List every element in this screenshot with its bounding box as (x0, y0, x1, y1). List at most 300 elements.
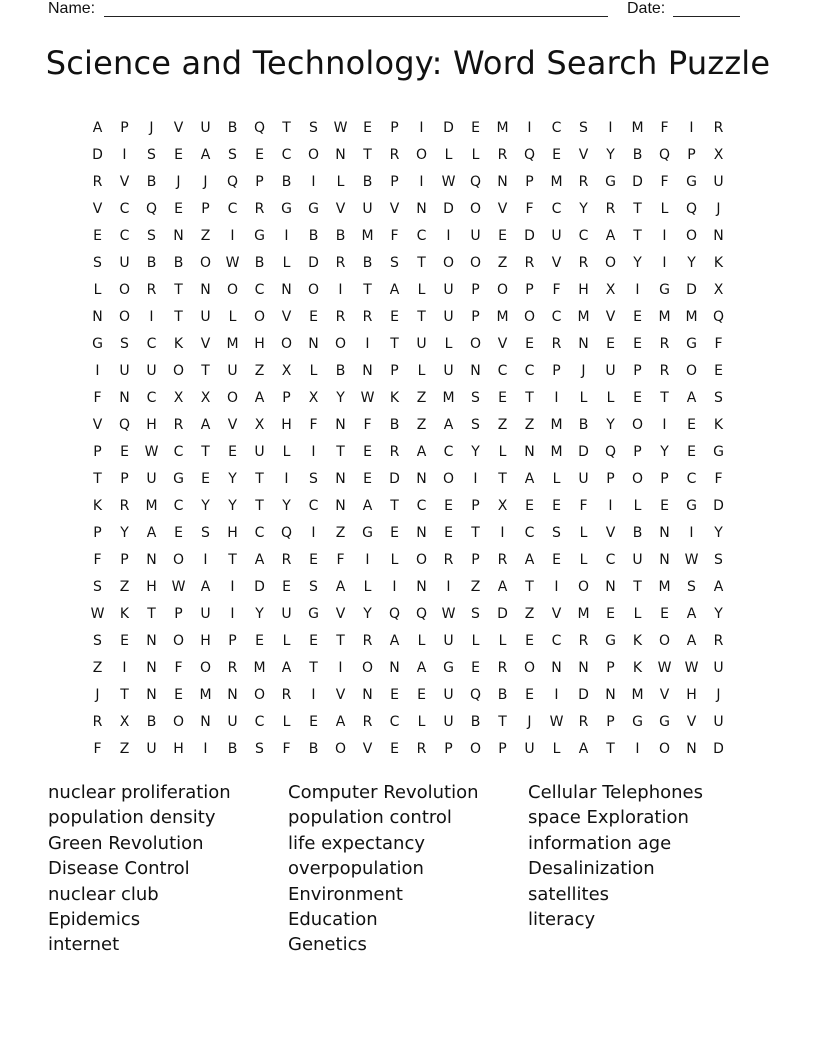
grid-letter[interactable]: Q (280, 524, 293, 541)
grid-letter[interactable]: I (230, 227, 235, 244)
grid-letter[interactable]: O (199, 254, 212, 271)
grid-letter[interactable]: I (608, 119, 613, 136)
grid-letter[interactable]: F (93, 740, 102, 757)
grid-letter[interactable]: M (577, 308, 590, 325)
grid-letter[interactable]: B (227, 740, 238, 757)
grid-letter[interactable]: M (658, 308, 671, 325)
grid-letter[interactable]: P (606, 470, 615, 487)
grid-letter[interactable]: O (253, 308, 266, 325)
grid-letter[interactable]: E (309, 713, 318, 730)
grid-letter[interactable]: R (578, 632, 589, 649)
grid-letter[interactable]: C (551, 308, 562, 325)
grid-letter[interactable]: C (119, 200, 130, 217)
grid-letter[interactable]: B (335, 362, 346, 379)
grid-letter[interactable]: M (199, 686, 212, 703)
grid-letter[interactable]: N (146, 632, 157, 649)
grid-letter[interactable]: S (471, 416, 480, 433)
grid-letter[interactable]: G (362, 524, 373, 541)
grid-letter[interactable]: G (443, 659, 454, 676)
grid-letter[interactable]: I (203, 551, 208, 568)
grid-letter[interactable]: V (335, 200, 346, 217)
grid-letter[interactable]: E (471, 659, 480, 676)
grid-letter[interactable]: D (713, 497, 724, 514)
grid-letter[interactable]: E (471, 119, 480, 136)
grid-letter[interactable]: E (714, 362, 723, 379)
grid-letter[interactable]: N (146, 686, 157, 703)
grid-letter[interactable]: C (308, 497, 319, 514)
grid-letter[interactable]: O (469, 254, 482, 271)
grid-letter[interactable]: M (550, 173, 563, 190)
grid-letter[interactable]: P (390, 119, 399, 136)
grid-letter[interactable]: G (686, 497, 697, 514)
grid-letter[interactable]: D (686, 281, 697, 298)
grid-letter[interactable]: M (253, 659, 266, 676)
grid-letter[interactable]: U (254, 443, 265, 460)
grid-letter[interactable]: E (525, 632, 534, 649)
grid-letter[interactable]: R (92, 713, 103, 730)
grid-letter[interactable]: V (200, 335, 211, 352)
grid-letter[interactable]: E (390, 308, 399, 325)
grid-letter[interactable]: L (417, 362, 426, 379)
grid-letter[interactable]: F (363, 416, 372, 433)
grid-letter[interactable]: L (633, 497, 642, 514)
grid-letter[interactable]: Z (524, 605, 535, 622)
grid-letter[interactable]: A (713, 578, 724, 595)
grid-letter[interactable]: T (498, 713, 507, 730)
grid-letter[interactable]: C (524, 524, 535, 541)
grid-letter[interactable]: O (685, 362, 698, 379)
grid-letter[interactable]: L (309, 362, 318, 379)
grid-letter[interactable]: F (390, 227, 399, 244)
grid-letter[interactable]: U (470, 227, 481, 244)
grid-letter[interactable]: R (551, 335, 562, 352)
grid-letter[interactable]: Y (633, 254, 642, 271)
grid-letter[interactable]: H (254, 335, 265, 352)
grid-letter[interactable]: P (120, 470, 129, 487)
grid-letter[interactable]: A (416, 659, 427, 676)
grid-letter[interactable]: A (146, 524, 157, 541)
grid-letter[interactable]: V (497, 335, 508, 352)
grid-letter[interactable]: L (282, 713, 291, 730)
grid-letter[interactable]: B (497, 686, 508, 703)
grid-letter[interactable]: Z (119, 578, 130, 595)
grid-letter[interactable]: L (282, 254, 291, 271)
grid-letter[interactable]: S (255, 740, 264, 757)
grid-letter[interactable]: I (554, 686, 559, 703)
grid-letter[interactable]: N (362, 362, 373, 379)
grid-letter[interactable]: I (311, 443, 316, 460)
grid-letter[interactable]: H (173, 740, 184, 757)
grid-letter[interactable]: N (416, 578, 427, 595)
grid-letter[interactable]: S (309, 470, 318, 487)
grid-letter[interactable]: F (174, 659, 183, 676)
grid-letter[interactable]: T (174, 308, 183, 325)
grid-letter[interactable]: T (201, 443, 210, 460)
grid-letter[interactable]: V (686, 713, 697, 730)
grid-letter[interactable]: E (444, 524, 453, 541)
grid-letter[interactable]: U (227, 713, 238, 730)
grid-letter[interactable]: M (496, 119, 509, 136)
grid-letter[interactable]: R (524, 254, 535, 271)
grid-letter[interactable]: R (119, 497, 130, 514)
grid-letter[interactable]: C (524, 362, 535, 379)
grid-letter[interactable]: N (200, 281, 211, 298)
grid-letter[interactable]: N (686, 740, 697, 757)
grid-letter[interactable]: F (525, 200, 534, 217)
grid-letter[interactable]: V (335, 686, 346, 703)
grid-letter[interactable]: N (335, 416, 346, 433)
grid-letter[interactable]: O (685, 227, 698, 244)
grid-letter[interactable]: O (577, 578, 590, 595)
grid-letter[interactable]: S (579, 119, 588, 136)
grid-letter[interactable]: G (308, 605, 319, 622)
grid-letter[interactable]: T (282, 119, 291, 136)
grid-letter[interactable]: M (496, 308, 509, 325)
grid-letter[interactable]: U (443, 686, 454, 703)
grid-letter[interactable]: Y (228, 497, 237, 514)
grid-letter[interactable]: B (632, 524, 643, 541)
grid-letter[interactable]: B (362, 254, 373, 271)
grid-letter[interactable]: U (713, 173, 724, 190)
grid-letter[interactable]: T (363, 146, 372, 163)
grid-letter[interactable]: S (147, 227, 156, 244)
grid-letter[interactable]: N (659, 551, 670, 568)
grid-letter[interactable]: R (578, 713, 589, 730)
grid-letter[interactable]: S (471, 389, 480, 406)
grid-letter[interactable]: O (226, 389, 239, 406)
grid-letter[interactable]: O (334, 740, 347, 757)
grid-letter[interactable]: C (497, 362, 508, 379)
grid-letter[interactable]: I (608, 497, 613, 514)
grid-letter[interactable]: E (363, 443, 372, 460)
grid-letter[interactable]: T (309, 659, 318, 676)
grid-letter[interactable]: L (579, 524, 588, 541)
grid-letter[interactable]: O (631, 416, 644, 433)
grid-letter[interactable]: U (443, 308, 454, 325)
grid-letter[interactable]: M (685, 308, 698, 325)
grid-letter[interactable]: D (497, 605, 508, 622)
grid-letter[interactable]: S (147, 146, 156, 163)
grid-letter[interactable]: T (525, 578, 534, 595)
grid-letter[interactable]: T (417, 308, 426, 325)
grid-letter[interactable]: E (552, 146, 561, 163)
grid-letter[interactable]: E (633, 335, 642, 352)
grid-letter[interactable]: Y (201, 497, 210, 514)
grid-letter[interactable]: W (684, 659, 699, 676)
grid-letter[interactable]: W (171, 578, 186, 595)
grid-letter[interactable]: N (335, 497, 346, 514)
grid-letter[interactable]: A (416, 443, 427, 460)
grid-letter[interactable]: W (549, 713, 564, 730)
grid-letter[interactable]: D (578, 443, 589, 460)
grid-letter[interactable]: M (442, 389, 455, 406)
grid-letter[interactable]: R (254, 200, 265, 217)
grid-letter[interactable]: X (308, 389, 319, 406)
grid-letter[interactable]: O (442, 254, 455, 271)
grid-letter[interactable]: I (635, 740, 640, 757)
grid-letter[interactable]: P (93, 524, 102, 541)
grid-letter[interactable]: F (660, 119, 669, 136)
grid-letter[interactable]: R (416, 740, 427, 757)
grid-letter[interactable]: S (120, 335, 129, 352)
grid-letter[interactable]: E (687, 416, 696, 433)
grid-letter[interactable]: O (469, 200, 482, 217)
grid-letter[interactable]: U (578, 470, 589, 487)
grid-letter[interactable]: D (713, 740, 724, 757)
grid-letter[interactable]: D (92, 146, 103, 163)
grid-letter[interactable]: B (308, 227, 319, 244)
grid-letter[interactable]: E (633, 389, 642, 406)
grid-letter[interactable]: S (93, 254, 102, 271)
grid-letter[interactable]: E (390, 686, 399, 703)
grid-letter[interactable]: Y (120, 524, 129, 541)
grid-letter[interactable]: O (334, 335, 347, 352)
grid-letter[interactable]: E (390, 740, 399, 757)
grid-letter[interactable]: L (282, 632, 291, 649)
grid-letter[interactable]: K (389, 389, 400, 406)
grid-letter[interactable]: R (173, 416, 184, 433)
grid-letter[interactable]: E (525, 335, 534, 352)
grid-letter[interactable]: I (365, 551, 370, 568)
grid-letter[interactable]: U (281, 605, 292, 622)
grid-letter[interactable]: I (338, 281, 343, 298)
grid-letter[interactable]: R (362, 308, 373, 325)
grid-letter[interactable]: S (471, 605, 480, 622)
grid-letter[interactable]: I (635, 281, 640, 298)
grid-letter[interactable]: Q (253, 119, 266, 136)
grid-letter[interactable]: C (551, 200, 562, 217)
grid-letter[interactable]: S (93, 632, 102, 649)
grid-letter[interactable]: E (174, 524, 183, 541)
grid-letter[interactable]: C (173, 497, 184, 514)
grid-letter[interactable]: I (230, 578, 235, 595)
grid-letter[interactable]: E (525, 686, 534, 703)
grid-letter[interactable]: X (713, 146, 724, 163)
grid-letter[interactable]: X (200, 389, 211, 406)
grid-letter[interactable]: D (443, 200, 454, 217)
grid-letter[interactable]: R (578, 254, 589, 271)
grid-letter[interactable]: I (392, 578, 397, 595)
grid-letter[interactable]: I (500, 524, 505, 541)
grid-letter[interactable]: T (174, 281, 183, 298)
grid-letter[interactable]: E (606, 605, 615, 622)
grid-letter[interactable]: F (282, 740, 291, 757)
grid-letter[interactable]: E (93, 227, 102, 244)
grid-letter[interactable]: P (552, 362, 561, 379)
grid-letter[interactable]: W (684, 551, 699, 568)
grid-letter[interactable]: A (686, 389, 697, 406)
grid-letter[interactable]: L (282, 443, 291, 460)
grid-letter[interactable]: Y (363, 605, 372, 622)
grid-letter[interactable]: E (363, 119, 372, 136)
grid-letter[interactable]: Y (714, 524, 723, 541)
grid-letter[interactable]: P (633, 443, 642, 460)
grid-letter[interactable]: R (146, 281, 157, 298)
grid-letter[interactable]: O (307, 146, 320, 163)
grid-letter[interactable]: Z (524, 416, 535, 433)
name-field-line[interactable] (104, 16, 608, 17)
grid-letter[interactable]: T (633, 578, 642, 595)
grid-letter[interactable]: E (633, 308, 642, 325)
grid-letter[interactable]: X (497, 497, 508, 514)
grid-letter[interactable]: O (118, 308, 131, 325)
grid-letter[interactable]: O (307, 281, 320, 298)
grid-letter[interactable]: G (308, 200, 319, 217)
grid-letter[interactable]: R (497, 146, 508, 163)
grid-letter[interactable]: E (309, 308, 318, 325)
grid-letter[interactable]: D (443, 119, 454, 136)
grid-letter[interactable]: N (578, 659, 589, 676)
grid-letter[interactable]: P (471, 308, 480, 325)
grid-letter[interactable]: J (716, 200, 721, 217)
grid-letter[interactable]: Z (254, 362, 265, 379)
grid-letter[interactable]: Y (687, 254, 696, 271)
grid-letter[interactable]: Y (471, 443, 480, 460)
grid-letter[interactable]: U (146, 362, 157, 379)
grid-letter[interactable]: I (689, 119, 694, 136)
grid-letter[interactable]: E (120, 632, 129, 649)
grid-letter[interactable]: N (389, 659, 400, 676)
grid-letter[interactable]: P (687, 146, 696, 163)
grid-letter[interactable]: U (119, 254, 130, 271)
grid-letter[interactable]: N (524, 443, 535, 460)
grid-letter[interactable]: R (227, 659, 238, 676)
grid-letter[interactable]: L (471, 632, 480, 649)
grid-letter[interactable]: M (577, 605, 590, 622)
grid-letter[interactable]: L (633, 605, 642, 622)
grid-letter[interactable]: R (389, 146, 400, 163)
grid-letter[interactable]: S (687, 578, 696, 595)
grid-letter[interactable]: G (713, 443, 724, 460)
grid-letter[interactable]: W (144, 443, 159, 460)
grid-letter[interactable]: F (714, 470, 723, 487)
grid-letter[interactable]: N (578, 335, 589, 352)
grid-letter[interactable]: I (689, 524, 694, 541)
grid-letter[interactable]: J (203, 173, 208, 190)
grid-letter[interactable]: L (498, 443, 507, 460)
grid-letter[interactable]: C (389, 713, 400, 730)
grid-letter[interactable]: V (659, 686, 670, 703)
grid-letter[interactable]: O (523, 308, 536, 325)
grid-letter[interactable]: Y (282, 497, 291, 514)
grid-letter[interactable]: I (338, 659, 343, 676)
grid-letter[interactable]: C (416, 497, 427, 514)
grid-letter[interactable]: M (226, 335, 239, 352)
grid-letter[interactable]: H (578, 281, 589, 298)
grid-letter[interactable]: A (524, 551, 535, 568)
grid-letter[interactable]: D (524, 227, 535, 244)
grid-letter[interactable]: X (281, 362, 292, 379)
grid-letter[interactable]: H (200, 632, 211, 649)
grid-letter[interactable]: Z (416, 389, 427, 406)
grid-letter[interactable]: O (172, 362, 185, 379)
grid-letter[interactable]: E (498, 389, 507, 406)
grid-letter[interactable]: T (633, 200, 642, 217)
grid-letter[interactable]: R (389, 443, 400, 460)
grid-letter[interactable]: I (554, 389, 559, 406)
grid-letter[interactable]: E (228, 443, 237, 460)
grid-letter[interactable]: K (632, 659, 643, 676)
grid-letter[interactable]: L (390, 551, 399, 568)
grid-letter[interactable]: T (498, 470, 507, 487)
grid-letter[interactable]: P (633, 362, 642, 379)
grid-letter[interactable]: E (525, 497, 534, 514)
grid-letter[interactable]: T (363, 281, 372, 298)
grid-letter[interactable]: C (146, 335, 157, 352)
grid-letter[interactable]: C (254, 713, 265, 730)
grid-letter[interactable]: H (146, 578, 157, 595)
grid-letter[interactable]: R (497, 659, 508, 676)
grid-letter[interactable]: D (578, 686, 589, 703)
grid-letter[interactable]: C (605, 551, 616, 568)
grid-letter[interactable]: P (174, 605, 183, 622)
grid-letter[interactable]: U (443, 281, 454, 298)
grid-letter[interactable]: V (281, 308, 292, 325)
grid-letter[interactable]: R (659, 335, 670, 352)
grid-letter[interactable]: P (525, 281, 534, 298)
grid-letter[interactable]: I (95, 362, 100, 379)
grid-letter[interactable]: L (93, 281, 102, 298)
grid-letter[interactable]: Q (469, 686, 482, 703)
grid-letter[interactable]: A (443, 416, 454, 433)
grid-letter[interactable]: S (201, 524, 210, 541)
grid-letter[interactable]: U (443, 632, 454, 649)
grid-letter[interactable]: N (362, 686, 373, 703)
grid-letter[interactable]: M (550, 416, 563, 433)
grid-letter[interactable]: K (92, 497, 103, 514)
grid-letter[interactable]: M (631, 119, 644, 136)
grid-letter[interactable]: Y (714, 605, 723, 622)
grid-letter[interactable]: F (336, 551, 345, 568)
grid-letter[interactable]: O (469, 335, 482, 352)
grid-letter[interactable]: I (473, 470, 478, 487)
grid-letter[interactable]: L (363, 578, 372, 595)
grid-letter[interactable]: E (255, 632, 264, 649)
grid-letter[interactable]: M (550, 443, 563, 460)
grid-letter[interactable]: P (201, 200, 210, 217)
grid-letter[interactable]: R (659, 362, 670, 379)
grid-letter[interactable]: N (92, 308, 103, 325)
grid-letter[interactable]: W (441, 605, 456, 622)
grid-letter[interactable]: T (255, 497, 264, 514)
grid-letter[interactable]: I (662, 254, 667, 271)
grid-letter[interactable]: O (442, 470, 455, 487)
grid-letter[interactable]: O (523, 659, 536, 676)
grid-letter[interactable]: N (200, 713, 211, 730)
grid-letter[interactable]: P (93, 443, 102, 460)
grid-letter[interactable]: P (390, 362, 399, 379)
grid-letter[interactable]: H (281, 416, 292, 433)
grid-letter[interactable]: I (284, 470, 289, 487)
grid-letter[interactable]: T (201, 362, 210, 379)
grid-letter[interactable]: H (146, 416, 157, 433)
grid-letter[interactable]: N (308, 335, 319, 352)
grid-letter[interactable]: E (606, 335, 615, 352)
grid-letter[interactable]: I (662, 416, 667, 433)
grid-letter[interactable]: T (93, 470, 102, 487)
grid-letter[interactable]: Q (469, 173, 482, 190)
grid-letter[interactable]: O (172, 632, 185, 649)
grid-letter[interactable]: U (200, 308, 211, 325)
grid-letter[interactable]: T (147, 605, 156, 622)
grid-letter[interactable]: V (578, 146, 589, 163)
grid-letter[interactable]: I (419, 173, 424, 190)
grid-letter[interactable]: S (309, 119, 318, 136)
grid-letter[interactable]: B (470, 713, 481, 730)
grid-letter[interactable]: G (173, 470, 184, 487)
grid-letter[interactable]: E (174, 200, 183, 217)
grid-letter[interactable]: P (660, 470, 669, 487)
